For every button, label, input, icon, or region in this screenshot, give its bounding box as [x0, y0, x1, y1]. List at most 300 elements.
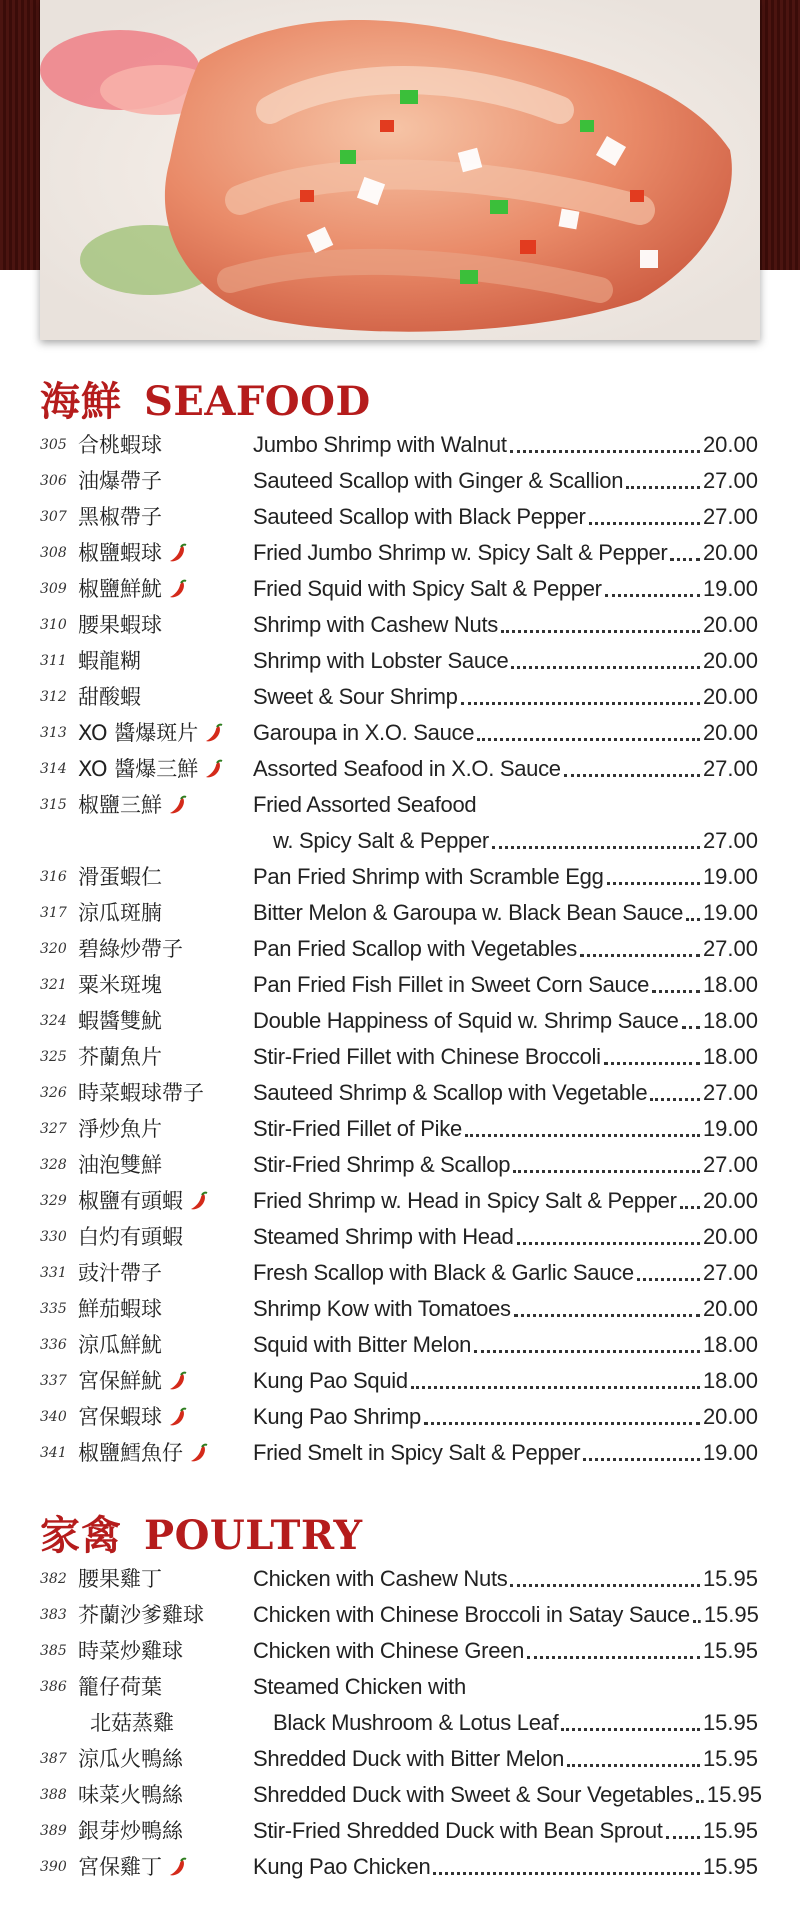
menu-item-row: [40, 1147, 758, 1183]
dish-desc-line: [253, 1147, 758, 1183]
menu-item-row: [40, 895, 758, 931]
dot-leader: [604, 1062, 700, 1065]
dish-price: 27.00: [702, 468, 758, 493]
dish-desc-line: [253, 1777, 762, 1813]
dish-number: 309: [40, 581, 67, 597]
dish-chinese-name-cont: 北菇蒸雞: [90, 1711, 174, 1735]
menu-item-row: [40, 1255, 758, 1291]
menu-item-row: [40, 1039, 758, 1075]
dish-number: 337: [40, 1373, 67, 1389]
dish-chinese-block: [78, 1597, 253, 1633]
menu-item-row: [40, 1741, 758, 1777]
dish-number: 330: [40, 1229, 67, 1245]
dish-price: 19.00: [702, 1440, 758, 1465]
dish-number: 308: [40, 545, 67, 561]
dish-description: [253, 463, 758, 499]
dot-leader: [696, 1800, 704, 1803]
dish-description: [253, 931, 758, 967]
dish-description: [253, 1183, 758, 1219]
dish-chinese-block: [78, 643, 253, 679]
dot-leader: [513, 1170, 700, 1173]
dish-description: [253, 1327, 758, 1363]
dish-description: [253, 571, 758, 607]
menu-item-row: [40, 1813, 758, 1849]
dish-description: [253, 1399, 758, 1435]
dish-desc-line: [253, 1561, 758, 1597]
seafood-heading: [40, 370, 371, 425]
dish-desc-line: [253, 535, 758, 571]
dish-description: [253, 607, 758, 643]
dot-leader: [511, 666, 700, 669]
dish-desc-line: [253, 1435, 758, 1471]
dish-english-name: Kung Pao Chicken: [253, 1854, 431, 1879]
dot-leader: [517, 1242, 700, 1245]
menu-item-row: [40, 1111, 758, 1147]
dish-number: 305: [40, 437, 67, 453]
seafood-title-zh: 海鮮: [40, 378, 122, 425]
dish-english-name: Squid with Bitter Melon: [253, 1332, 472, 1357]
dish-price: 20.00: [702, 684, 758, 709]
dish-chinese-name: 白灼有頭蝦: [78, 1225, 183, 1249]
dish-chinese-name: 腰果蝦球: [78, 613, 162, 637]
dish-chinese-name: 蝦醬雙魷: [78, 1009, 162, 1033]
dish-price: 20.00: [702, 1224, 758, 1249]
dish-chinese-name: 合桃蝦球: [78, 433, 162, 457]
menu-item-row: [40, 1633, 758, 1669]
dish-number: 341: [40, 1445, 67, 1461]
dish-chinese-name: XO 醬爆三鮮: [78, 757, 199, 781]
dish-number: 385: [40, 1643, 67, 1659]
dish-chinese-block: [78, 1435, 253, 1471]
dish-english-name: Kung Pao Squid: [253, 1368, 408, 1393]
dish-chinese-name: 椒鹽鱈魚仔: [78, 1441, 183, 1465]
dish-description: [253, 1813, 758, 1849]
dish-chinese-block: [78, 1363, 253, 1399]
dot-leader: [527, 1656, 700, 1659]
menu-item-row: [40, 931, 758, 967]
dot-leader: [589, 522, 700, 525]
dish-number: 315: [40, 797, 67, 813]
dish-english-name: Sweet & Sour Shrimp: [253, 684, 458, 709]
dish-number: 340: [40, 1409, 67, 1425]
dish-chinese-block: [78, 1669, 253, 1741]
dish-english-name: Black Mushroom & Lotus Leaf: [273, 1710, 559, 1735]
dot-leader: [501, 630, 700, 633]
dish-chinese-name: 油爆帶子: [78, 469, 162, 493]
chili-pepper-icon: [168, 1371, 188, 1391]
dish-chinese-name: 油泡雙鮮: [78, 1153, 162, 1177]
dish-description: [253, 1255, 758, 1291]
menu-item-row: [40, 1561, 758, 1597]
dish-price: 15.95: [706, 1782, 762, 1807]
menu-item-row: [40, 715, 758, 751]
dish-english-name: Pan Fried Scallop with Vegetables: [253, 936, 577, 961]
menu-item-row: [40, 1075, 758, 1111]
dish-description: [253, 1039, 758, 1075]
menu-item-row: [40, 751, 758, 787]
chili-pepper-icon: [168, 579, 188, 599]
dish-english-name: Sauteed Scallop with Black Pepper: [253, 504, 586, 529]
dish-desc-line: [253, 1327, 758, 1363]
dish-desc-line: [253, 643, 758, 679]
dish-price: 20.00: [702, 1404, 758, 1429]
dish-price: 19.00: [702, 900, 758, 925]
dot-leader: [680, 1206, 700, 1209]
dot-leader: [686, 918, 700, 921]
dish-description: [253, 1435, 758, 1471]
dot-leader: [693, 1620, 701, 1623]
dish-english-name: Stir-Fried Shredded Duck with Bean Sprout: [253, 1818, 663, 1843]
dish-price: 15.95: [702, 1818, 758, 1843]
dish-number: 335: [40, 1301, 67, 1317]
chili-pepper-icon: [168, 1857, 188, 1877]
dish-chinese-name: XO 醬爆斑片: [78, 721, 199, 745]
dish-desc-line: [253, 427, 758, 463]
dish-english-name: Shredded Duck with Sweet & Sour Vegetables: [253, 1782, 693, 1807]
dish-description: [253, 715, 758, 751]
dot-leader: [433, 1872, 700, 1875]
dish-chinese-block: [78, 1147, 253, 1183]
menu-item-row: [40, 1219, 758, 1255]
dish-english-name: w. Spicy Salt & Pepper: [273, 828, 489, 853]
dish-price: 27.00: [702, 1152, 758, 1177]
dish-description: [253, 859, 758, 895]
dish-chinese-block: [78, 1327, 253, 1363]
dish-chinese-name: 籠仔荷葉: [78, 1675, 162, 1699]
dish-number: 327: [40, 1121, 67, 1137]
dish-desc-line: [253, 1003, 758, 1039]
dish-english-name: Shrimp with Cashew Nuts: [253, 612, 498, 637]
menu-item-row: [40, 967, 758, 1003]
dish-description: [253, 1561, 758, 1597]
dish-number: 316: [40, 869, 67, 885]
dish-english-name: Fried Jumbo Shrimp w. Spicy Salt & Pepper: [253, 540, 668, 565]
dot-leader: [411, 1386, 700, 1389]
dish-number: 387: [40, 1751, 67, 1767]
dish-number: 331: [40, 1265, 67, 1281]
dot-leader: [510, 1584, 699, 1587]
dish-chinese-name: 滑蛋蝦仁: [78, 865, 162, 889]
dish-description: [253, 1147, 758, 1183]
dish-price: 18.00: [702, 1044, 758, 1069]
dish-price: 15.95: [702, 1854, 758, 1879]
dish-chinese-block: [78, 1039, 253, 1075]
dot-leader: [510, 450, 700, 453]
dish-english-name: Pan Fried Shrimp with Scramble Egg: [253, 864, 604, 889]
dot-leader: [583, 1458, 700, 1461]
dish-price: 27.00: [702, 756, 758, 781]
dish-desc-line: [253, 1633, 758, 1669]
dish-chinese-block: [78, 1111, 253, 1147]
menu-item-row: [40, 607, 758, 643]
dish-chinese-name: 時菜炒雞球: [78, 1639, 183, 1663]
dish-number: 325: [40, 1049, 67, 1065]
dish-description: [253, 643, 758, 679]
dot-leader: [580, 954, 700, 957]
dish-price: 20.00: [702, 540, 758, 565]
dot-leader: [626, 486, 700, 489]
dish-chinese-block: [78, 499, 253, 535]
dish-english-name: Fried Smelt in Spicy Salt & Pepper: [253, 1440, 581, 1465]
dish-desc-line: [253, 1399, 758, 1435]
dish-chinese-block: [78, 1003, 253, 1039]
poultry-title-en: POULTRY: [144, 1512, 363, 1559]
menu-item-row: [40, 463, 758, 499]
dish-number: 329: [40, 1193, 67, 1209]
dish-description: [253, 1003, 758, 1039]
dish-chinese-name: 椒鹽三鮮: [78, 793, 162, 817]
dot-leader: [652, 990, 700, 993]
menu-item-row: [40, 499, 758, 535]
dish-chinese-name: 涼瓜火鴨絲: [78, 1747, 183, 1771]
menu-item-row: [40, 1399, 758, 1435]
dish-price: 20.00: [702, 612, 758, 637]
dish-description: [253, 1741, 758, 1777]
dish-chinese-block: [78, 751, 253, 787]
dish-desc-line: [253, 571, 758, 607]
dish-chinese-name: 椒鹽蝦球: [78, 541, 162, 565]
dish-chinese-block: [78, 571, 253, 607]
dish-english-name: Fried Shrimp w. Head in Spicy Salt & Pepper: [253, 1188, 677, 1213]
dish-price: 15.95: [702, 1566, 758, 1591]
dish-chinese-block: [78, 1561, 253, 1597]
dish-price: 27.00: [702, 504, 758, 529]
dish-english-name: Kung Pao Shrimp: [253, 1404, 421, 1429]
dish-price: 20.00: [702, 432, 758, 457]
dish-number: 306: [40, 473, 67, 489]
dish-description: [253, 895, 758, 931]
dish-desc-line: [253, 1183, 758, 1219]
dish-english-name: Chicken with Chinese Green: [253, 1638, 525, 1663]
menu-item-row: [40, 1363, 758, 1399]
dish-desc-line: [253, 1039, 758, 1075]
menu-item-row: [40, 787, 758, 859]
dish-price: 15.95: [702, 1710, 758, 1735]
dot-leader: [650, 1098, 700, 1101]
dish-chinese-block: [78, 1219, 253, 1255]
dish-chinese-block: [78, 1813, 253, 1849]
dot-leader: [607, 882, 700, 885]
dish-number: 311: [40, 653, 67, 669]
dish-price: 15.95: [702, 1638, 758, 1663]
dish-chinese-name: 淨炒魚片: [78, 1117, 162, 1141]
dish-desc-line: [253, 1075, 758, 1111]
dish-description: [253, 1849, 758, 1885]
dish-number: 313: [40, 725, 67, 741]
dish-number: 388: [40, 1787, 67, 1803]
seafood-menu-list: [40, 427, 758, 1471]
dot-leader: [637, 1278, 700, 1281]
dish-description: [253, 679, 758, 715]
dish-description: [253, 787, 758, 859]
dish-price: 27.00: [702, 1080, 758, 1105]
dish-english-name: Fried Squid with Spicy Salt & Pepper: [253, 576, 602, 601]
dish-chinese-block: [78, 787, 253, 823]
dish-english-name: Bitter Melon & Garoupa w. Black Bean Sauce: [253, 900, 684, 925]
seafood-title-en: SEAFOOD: [144, 378, 371, 425]
dish-desc-line: [253, 1849, 758, 1885]
menu-item-row: [40, 1327, 758, 1363]
menu-item-row: [40, 427, 758, 463]
dish-chinese-name: 甜酸蝦: [78, 685, 141, 709]
dot-leader: [492, 846, 700, 849]
dish-number: 324: [40, 1013, 67, 1029]
dish-description: [253, 499, 758, 535]
dish-chinese-block: [78, 859, 253, 895]
chili-pepper-icon: [204, 759, 224, 779]
dish-description: [253, 1633, 758, 1669]
dish-price: 27.00: [702, 1260, 758, 1285]
dish-desc-line: [253, 1219, 758, 1255]
dish-description: [253, 535, 758, 571]
dish-number: 386: [40, 1679, 67, 1695]
dish-desc-line: [253, 1111, 758, 1147]
dish-desc-line: [253, 499, 758, 535]
chili-pepper-icon: [189, 1191, 209, 1211]
dish-description: [253, 1075, 758, 1111]
dish-desc-line: [253, 859, 758, 895]
dot-leader: [465, 1134, 700, 1137]
dish-chinese-block: [78, 1777, 253, 1813]
menu-item-row: [40, 1669, 758, 1741]
dish-chinese-block: [78, 967, 253, 1003]
menu-item-row: [40, 859, 758, 895]
menu-item-row: [40, 1291, 758, 1327]
dish-chinese-name: 宮保雞丁: [78, 1855, 162, 1879]
dish-english-name: Steamed Shrimp with Head: [253, 1224, 514, 1249]
dish-chinese-block: [78, 463, 253, 499]
dish-price: 20.00: [702, 648, 758, 673]
dish-chinese-name: 椒鹽有頭蝦: [78, 1189, 183, 1213]
dish-desc-line: [253, 463, 758, 499]
dot-leader: [670, 558, 700, 561]
dish-number: 328: [40, 1157, 67, 1173]
dish-price: 19.00: [702, 864, 758, 889]
dish-chinese-block: [78, 427, 253, 463]
dish-price: 27.00: [702, 828, 758, 853]
dish-desc-line: [253, 679, 758, 715]
dish-desc-line: [253, 715, 758, 751]
dish-english-name: Double Happiness of Squid w. Shrimp Sauce: [253, 1008, 679, 1033]
dish-desc-line: [253, 967, 758, 1003]
dish-description: [253, 967, 758, 1003]
dish-desc-line: [253, 1669, 758, 1705]
dish-number: 317: [40, 905, 67, 921]
dish-chinese-block: [78, 1399, 253, 1435]
dish-chinese-name: 銀芽炒鴨絲: [78, 1819, 183, 1843]
dish-chinese-block: [78, 931, 253, 967]
dish-chinese-name: 涼瓜鮮魷: [78, 1333, 162, 1357]
dish-english-name: Steamed Chicken with: [253, 1674, 466, 1699]
dish-desc-line: [253, 931, 758, 967]
dish-chinese-block: [78, 1255, 253, 1291]
dish-chinese-name: 芥蘭沙爹雞球: [78, 1603, 204, 1627]
dish-english-name: Stir-Fried Fillet with Chinese Broccoli: [253, 1044, 601, 1069]
menu-item-row: [40, 571, 758, 607]
dish-price: 15.95: [702, 1746, 758, 1771]
dish-number: 382: [40, 1571, 67, 1587]
dish-chinese-name: 味菜火鴨絲: [78, 1783, 183, 1807]
dish-chinese-name: 豉汁帶子: [78, 1261, 162, 1285]
dot-leader: [424, 1422, 700, 1425]
dish-chinese-block: [78, 715, 253, 751]
menu-item-row: [40, 1183, 758, 1219]
dish-description: [253, 1219, 758, 1255]
shrimp-dish-photo: [40, 0, 760, 340]
dish-chinese-name: 宮保蝦球: [78, 1405, 162, 1429]
dish-chinese-block: [78, 679, 253, 715]
dish-chinese-name: 芥蘭魚片: [78, 1045, 162, 1069]
dish-chinese-name: 鮮茄蝦球: [78, 1297, 162, 1321]
dish-number: 326: [40, 1085, 67, 1101]
dish-price: 18.00: [702, 1368, 758, 1393]
chili-pepper-icon: [168, 795, 188, 815]
dish-description: [253, 1363, 758, 1399]
dish-english-name: Pan Fried Fish Fillet in Sweet Corn Sauce: [253, 972, 650, 997]
dish-chinese-name: 黑椒帶子: [78, 505, 162, 529]
dish-desc-line: [253, 1705, 758, 1741]
dish-english-name: Sauteed Shrimp & Scallop with Vegetable: [253, 1080, 648, 1105]
chili-pepper-icon: [168, 1407, 188, 1427]
dot-leader: [564, 774, 700, 777]
dish-number: 312: [40, 689, 67, 705]
dot-leader: [567, 1764, 700, 1767]
dish-chinese-block: [78, 607, 253, 643]
chili-pepper-icon: [168, 543, 188, 563]
dish-desc-line: [253, 823, 758, 859]
dot-leader: [474, 1350, 700, 1353]
dish-desc-line: [253, 1813, 758, 1849]
dish-chinese-name: 涼瓜斑腩: [78, 901, 162, 925]
menu-item-row: [40, 679, 758, 715]
dish-number: 321: [40, 977, 67, 993]
dish-number: 320: [40, 941, 67, 957]
dish-desc-line: [253, 1291, 758, 1327]
dish-description: [253, 1291, 758, 1327]
dish-desc-line: [253, 1255, 758, 1291]
dish-chinese-name: 腰果雞丁: [78, 1567, 162, 1591]
menu-item-row: [40, 1777, 762, 1813]
menu-item-row: [40, 1435, 758, 1471]
menu-item-row: [40, 1849, 758, 1885]
chili-pepper-icon: [189, 1443, 209, 1463]
dish-english-name: Shredded Duck with Bitter Melon: [253, 1746, 565, 1771]
dish-chinese-block: [78, 1741, 253, 1777]
dish-chinese-name: 碧綠炒帶子: [78, 937, 183, 961]
dish-english-name: Garoupa in X.O. Sauce: [253, 720, 475, 745]
dish-english-name: Shrimp Kow with Tomatoes: [253, 1296, 511, 1321]
dish-desc-line: [253, 895, 758, 931]
poultry-menu-list: [40, 1561, 762, 1885]
dish-price: 20.00: [702, 720, 758, 745]
dot-leader: [666, 1836, 700, 1839]
dish-english-name: Stir-Fried Shrimp & Scallop: [253, 1152, 511, 1177]
dish-price: 19.00: [702, 1116, 758, 1141]
dish-chinese-block: [78, 1633, 253, 1669]
dish-desc-line: [253, 607, 758, 643]
dish-number: 336: [40, 1337, 67, 1353]
dish-price: 18.00: [702, 1332, 758, 1357]
dish-price: 18.00: [702, 1008, 758, 1033]
dish-price: 20.00: [702, 1188, 758, 1213]
dish-english-name: Assorted Seafood in X.O. Sauce: [253, 756, 561, 781]
dish-english-name: Sauteed Scallop with Ginger & Scallion: [253, 468, 624, 493]
dish-number: 314: [40, 761, 67, 777]
dish-description: [253, 1669, 758, 1741]
dish-description: [253, 1777, 762, 1813]
menu-item-row: [40, 1003, 758, 1039]
menu-item-row: [40, 1597, 758, 1633]
